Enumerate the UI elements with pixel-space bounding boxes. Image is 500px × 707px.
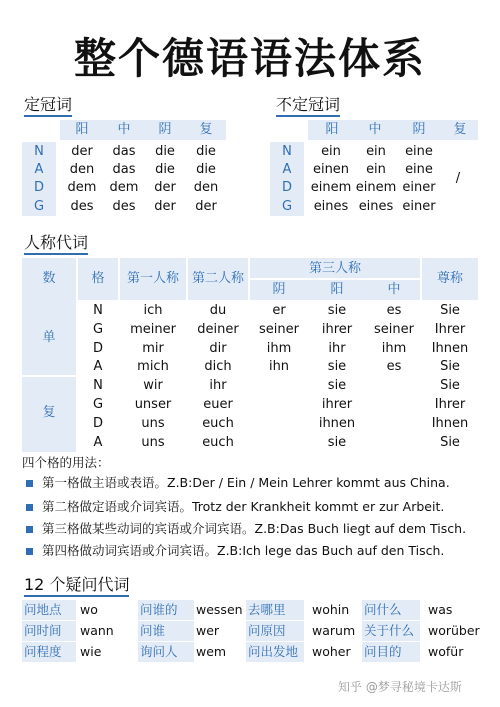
pronoun-cell: ihn (268, 359, 290, 374)
pronoun-header-case: 格 (91, 271, 105, 286)
usage-item: 第三格做某些动词的宾语或介词宾语。Z.B:Das Buch liegt auf dem Tisch. (42, 521, 467, 536)
indefinite-header-neut: 中 (368, 122, 382, 137)
pronoun-cell: euch (202, 435, 234, 450)
pronoun-cell: ihrer (321, 397, 353, 412)
definite-header-masc: 阳 (75, 122, 89, 137)
pronoun-cell: deiner (197, 322, 239, 337)
definite-cell: den (193, 180, 219, 195)
question-word: wessen (196, 602, 243, 617)
pronoun-cell: ihm (381, 341, 407, 356)
pronoun-cell: sie (327, 435, 347, 450)
pronoun-cell: er (272, 303, 286, 318)
question-word: wem (196, 644, 227, 659)
pronoun-singular-label: 单 (42, 330, 56, 345)
definite-cell: die (196, 162, 216, 177)
question-label: 关于什么 (364, 623, 415, 638)
indefinite-cell: einem (355, 180, 397, 195)
pronoun-cell: ihm (266, 341, 292, 356)
question-label: 问谁的 (140, 602, 178, 617)
indefinite-cell: eine (405, 162, 433, 177)
pronoun-cell: uns (141, 435, 165, 450)
pronoun-cell: es (386, 359, 402, 374)
question-label: 问目的 (364, 644, 402, 659)
pronoun-cell: ich (143, 303, 163, 318)
indefinite-case-n: N (282, 144, 292, 159)
pronoun-cell: Ihrer (434, 397, 466, 412)
question-label: 问原因 (248, 623, 286, 638)
definite-cell: die (155, 162, 175, 177)
definite-cell: die (196, 144, 216, 159)
page-title: 整个德语语法体系 (73, 34, 426, 83)
pronoun-case: N (93, 378, 103, 393)
question-label: 问谁 (140, 623, 166, 638)
square-bullet-icon (26, 504, 33, 511)
header-divider (250, 278, 420, 280)
pronoun-cell: sie (327, 303, 347, 318)
pronoun-case: N (93, 303, 103, 318)
pronoun-cell: ihnen (318, 416, 356, 431)
indefinite-case-g: G (281, 199, 293, 214)
question-word: woher (312, 644, 351, 659)
pronoun-plural-label: 复 (42, 405, 56, 420)
indefinite-article-title: 不定冠词 (276, 96, 340, 117)
usage-item: 第一格做主语或表语。Z.B:Der / Ein / Mein Lehrer kommt aus China. (42, 475, 450, 490)
pronoun-cell: dich (204, 359, 232, 374)
definite-case-g: G (33, 199, 45, 214)
pronoun-cell: Ihrer (434, 322, 466, 337)
indefinite-cell: ein (366, 144, 386, 159)
definite-cell: des (112, 199, 136, 214)
pronoun-header-second-person: 第二人称 (191, 271, 244, 286)
definite-header-neut: 中 (117, 122, 131, 137)
definite-cell: den (69, 162, 95, 177)
question-word: wer (196, 623, 220, 638)
definite-cell: das (112, 162, 136, 177)
square-bullet-icon (26, 480, 33, 487)
indefinite-cell: eines (313, 199, 349, 214)
indefinite-plural-slash: / (455, 171, 461, 186)
pronoun-cell: meiner (130, 322, 176, 337)
pronoun-cell: ihr (328, 341, 346, 356)
question-word: wohin (312, 602, 350, 617)
pronoun-header-third-m: 阴 (272, 282, 286, 297)
pronoun-cell: seiner (259, 322, 299, 337)
pronoun-case: A (93, 435, 103, 450)
question-word: wo (80, 602, 98, 617)
definite-header-fem: 阴 (158, 122, 172, 137)
pronoun-cell: Sie (440, 359, 460, 374)
pronoun-cell: ihrer (321, 322, 353, 337)
question-label: 问出发地 (248, 644, 299, 659)
pronoun-case: D (92, 341, 103, 356)
pronoun-cell: Ihnen (431, 341, 469, 356)
definite-cell: das (112, 144, 136, 159)
definite-cell: der (195, 199, 217, 214)
question-label: 询问人 (140, 644, 178, 659)
pronoun-header-first-person: 第一人称 (126, 271, 179, 286)
indefinite-case-d: D (281, 180, 292, 195)
pronoun-cell: es (386, 303, 402, 318)
indefinite-header-fem: 阴 (412, 122, 426, 137)
pronoun-cell: unser (134, 397, 172, 412)
pronoun-header-third-person: 第三人称 (308, 261, 361, 276)
pronoun-cell: euch (202, 416, 234, 431)
pronoun-cell: Sie (440, 303, 460, 318)
definite-case-a: A (34, 162, 44, 177)
question-label: 问什么 (364, 602, 402, 617)
definite-cell: dem (109, 180, 139, 195)
question-word: wie (80, 644, 102, 659)
pronoun-header-number: 数 (42, 271, 56, 286)
pronoun-cell: seiner (374, 322, 414, 337)
definite-cell: des (70, 199, 94, 214)
pronoun-section-title: 人称代词 (24, 234, 88, 255)
pronoun-case: D (92, 416, 103, 431)
question-words-title: 12 个疑问代词 (24, 576, 129, 597)
definite-cell: die (155, 144, 175, 159)
pronoun-cell: sie (327, 359, 347, 374)
pronoun-cell: Sie (440, 378, 460, 393)
usage-heading: 四个格的用法： (22, 455, 110, 470)
pronoun-cell: wir (143, 378, 163, 393)
definite-cell: der (154, 180, 176, 195)
definite-case-n: N (34, 144, 44, 159)
question-label: 问时间 (24, 623, 62, 638)
indefinite-header-masc: 阳 (325, 122, 339, 137)
pronoun-cell: mir (142, 341, 164, 356)
usage-item: 第二格做定语或介词宾语。Trotz der Krankheit kommt er zur Arbeit. (42, 499, 445, 514)
pronoun-cell: Ihnen (431, 416, 469, 431)
question-label: 问程度 (24, 644, 62, 659)
question-label: 去哪里 (248, 602, 286, 617)
pronoun-case: G (92, 397, 104, 412)
indefinite-cell: einer (402, 199, 436, 214)
definite-header-plural: 复 (199, 122, 213, 137)
definite-cell: dem (67, 180, 97, 195)
question-word: wofür (428, 644, 464, 659)
indefinite-cell: ein (321, 144, 341, 159)
pronoun-header-third-f: 中 (387, 282, 401, 297)
pronoun-cell: mich (137, 359, 169, 374)
definite-cell: der (154, 199, 176, 214)
indefinite-cell: einem (310, 180, 352, 195)
indefinite-case-a: A (282, 162, 292, 177)
indefinite-cell: eines (358, 199, 394, 214)
definite-article-title: 定冠词 (24, 96, 72, 117)
question-word: worüber (428, 623, 480, 638)
square-bullet-icon (26, 526, 33, 533)
indefinite-cell: einen (312, 162, 350, 177)
pronoun-cell: du (209, 303, 227, 318)
indefinite-header-plural: 复 (453, 122, 467, 137)
pronoun-header-third-n: 阳 (330, 282, 344, 297)
question-label: 问地点 (24, 602, 62, 617)
pronoun-cell: sie (327, 378, 347, 393)
pronoun-case: A (93, 359, 103, 374)
pronoun-cell: uns (141, 416, 165, 431)
question-word: warum (312, 623, 356, 638)
watermark: 知乎 @梦寻秘境卡达斯 (338, 680, 462, 694)
pronoun-case: G (92, 322, 104, 337)
indefinite-cell: eine (405, 144, 433, 159)
definite-cell: der (71, 144, 93, 159)
pronoun-cell: euer (203, 397, 233, 412)
indefinite-cell: ein (366, 162, 386, 177)
usage-item: 第四格做动词宾语或介词宾语。Z.B:Ich lege das Buch auf den Tisch. (42, 543, 445, 558)
pronoun-number-divider (22, 375, 76, 377)
pronoun-cell: Sie (440, 435, 460, 450)
pronoun-header-polite: 尊称 (436, 271, 463, 286)
indefinite-cell: einer (402, 180, 436, 195)
square-bullet-icon (26, 548, 33, 555)
definite-case-d: D (33, 180, 44, 195)
question-word: wann (80, 623, 114, 638)
pronoun-cell: dir (209, 341, 227, 356)
question-word: was (428, 602, 453, 617)
pronoun-cell: ihr (209, 378, 227, 393)
